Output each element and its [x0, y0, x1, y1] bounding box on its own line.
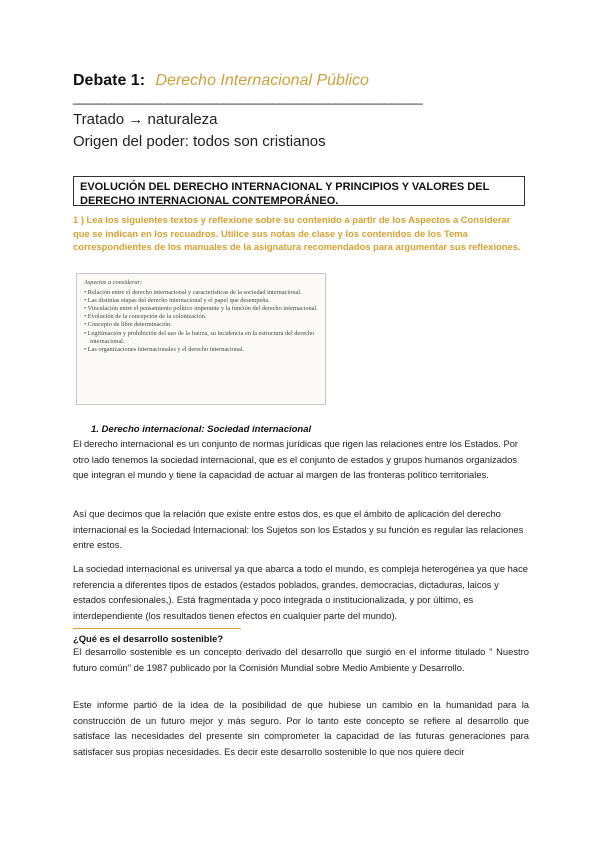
- section1-paragraph-3: La sociedad internacional es universal ya que abarca a todo el mundo, es compleja heterogénea ya que hace referencia a diferentes tipos de estados (estados poblados, grandes, democracias, dictaduras, laicos y estados confesionales,). Está fragmentada y poco integrada o institucionalizada, y por último, es interdependiente (los resultados tienen efectos en cualquier parte del mundo).: [73, 563, 528, 621]
- aspect-item: • Las distintas etapas del derecho internacional y el papel que desempeña.: [84, 297, 270, 305]
- debate-label: Debate 1:: [73, 72, 146, 89]
- aspect-item: • Relación entre el derecho internacional y características de la sociedad internacional.: [84, 289, 302, 297]
- section2-paragraph-2: Este informe partió de la idea de la posibilidad de que hubiese un cambio en la humanidad para la construcción de un futuro mejor y más seguro. Por lo tanto este concepto se refiere al desarrollo que satisface las necesidades del presente sin comprometer la capacidad de las futuras generaciones para satisfacer sus propias necesidades. Es decir este desarrollo sostenible lo que nos quiere decir: [73, 699, 529, 757]
- note-line-1: Tratado → naturaleza: [73, 111, 218, 128]
- section2-heading: ¿Qué es el desarrollo sostenible?: [73, 633, 224, 644]
- section-title-box: EVOLUCIÓN DEL DERECHO INTERNACIONAL Y PRINCIPIOS Y VALORES DEL DERECHO INTERNACIONAL CONTEMPORÁNEO.: [73, 176, 525, 206]
- title-rule: ________________________________________________________: [73, 90, 422, 105]
- section2-paragraph-1: El desarrollo sostenible es un concepto derivado del desarrollo que surgió en el informe titulado " Nuestro futuro común" de 1987 publicado por la Comisión Mundial sobre Medio Ambiente y Desarrollo.: [73, 646, 529, 673]
- section1-paragraph-1: El derecho internacional es un conjunto de normas jurídicas que rigen las relaciones entre los Estados. Por otro lado tenemos la sociedad internacional, que es el conjunto de estados y grupos humanos organizados que integran el mundo y tiene la capacidad de actuar al margen de las fronteras político territoriales.: [73, 438, 519, 480]
- aspects-heading: Aspectos a considerar:: [84, 279, 143, 286]
- section1-heading: 1. Derecho internacional: Sociedad internacional: [91, 424, 312, 435]
- instructions-text: 1 ) Lea los siguientes textos y reflexione sobre su contenido a partir de los Aspectos a Considerar que se indican en los recuadros. Utilice sus notas de clase y los contenidos de los Tema correspondientes de los manuales de la asignatura recomendados para argumentar sus reflexiones.: [73, 214, 521, 252]
- debate-title: [73, 72, 369, 90]
- aspect-item: • Vinculación entre el pensamiento político imperante y la función del derecho internacional.: [84, 305, 318, 313]
- debate-subtitle: Derecho Internacional Público: [155, 72, 369, 89]
- aspect-item: • Evolución de la concepción de la colonización.: [84, 313, 207, 321]
- aspect-item: • Las organizaciones internacionales y el derecho internacional.: [84, 345, 245, 353]
- aspect-item: • Concepto de libre determinación.: [84, 321, 172, 329]
- aspect-item: • Legitimación y prohibición del uso de la fuerza, su incidencia en la estructura del derecho internacional.: [84, 329, 315, 345]
- note-line-2: Origen del poder: todos son cristianos: [73, 133, 326, 150]
- section-divider: [73, 628, 241, 629]
- section1-paragraph-2: Así que decimos que la relación que existe entre estos dos, es que el ámbito de aplicación del derecho internacional es la Sociedad Internacional: los Sujetos son los Estados y su función es regular las relaciones entre estos.: [73, 508, 524, 550]
- aspects-figure: [76, 273, 326, 405]
